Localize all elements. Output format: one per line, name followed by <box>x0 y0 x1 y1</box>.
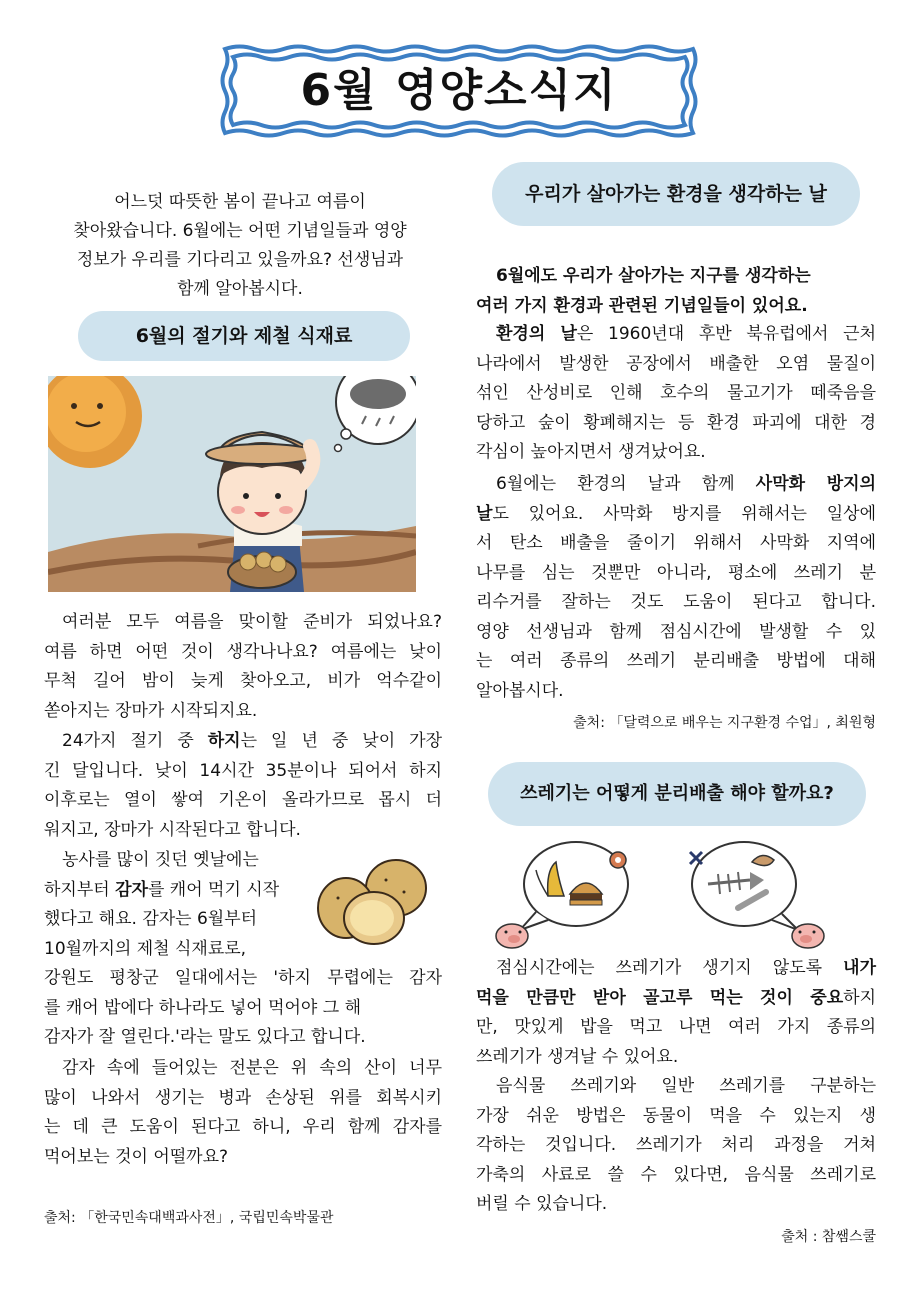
food-waste-paragraph: 음식물 쓰레기와 일반 쓰레기를 구분하는 가장 쉬운 방법은 동물이 먹을 수 있는지 생 각하는 것입니다. 쓰레기가 처리 과정을 거쳐 가축의 사료로 쓸 수 있다면, 음식물 쓰레기로 버릴 수 있습니다. <box>476 1076 876 1214</box>
source-right-2: 출처 : 참쌤스쿨 <box>781 1229 876 1245</box>
environment-lead: 6월에도 우리가 살아가는 지구를 생각하는 여러 가지 환경과 관련된 기념일들이 있어요. <box>476 266 811 316</box>
environment-day-paragraph: 환경의 날은 1960년대 후반 북유럽에서 근처 나라에서 발생한 공장에서 배출한 오염 물질이 섞인 산성비로 인해 호수의 물고기가 떼죽음을 당하고 숲이 황폐해지는 등 환경 파괴에 대한 경 각심이 높아지면서 생겨났어요. <box>476 324 876 462</box>
lunch-paragraph: 점심시간에는 쓰레기가 생기지 않도록 내가 먹을 만큼만 받아 골고루 먹는 것이 중요하지 만, 맛있게 밥을 먹고 나면 여러 가지 종류의 쓰레기가 생겨날 수 있어요. <box>476 958 876 1067</box>
intro-paragraph: 어느덧 따뜻한 봄이 끝나고 여름이 찾아왔습니다. 6월에는 어떤 기념일들과 영양 정보가 우리를 기다리고 있을까요? 선생님과 함께 알아봅시다. <box>73 192 407 299</box>
section-heading-solar-terms: 6월의 절기와 제철 식재료 <box>78 311 410 361</box>
summer-farmer-illustration <box>48 376 416 592</box>
page-title: 6월 영양소식지 <box>300 65 618 116</box>
pig-trash-illustration <box>490 836 830 952</box>
summer-paragraph: 여러분 모두 여름을 맞이할 준비가 되었나요? 여름 하면 어떤 것이 생각나나요? 여름에는 낮이 무척 길어 밤이 늦게 찾아오고, 비가 억수같이 쏟아지는 장마가 시작되지요. <box>44 612 442 721</box>
section-heading-recycling: 쓰레기는 어떻게 분리배출 해야 할까요? <box>488 762 866 826</box>
haji-paragraph: 24가지 절기 중 하지는 일 년 중 낮이 가장 긴 달입니다. 낮이 14시간 35분이나 되어서 하지 이후로는 열이 쌓여 기온이 올라가므로 몹시 더 워지고, 장마가 시작된다고 합니다. <box>44 731 442 840</box>
source-right-1: 출처: 「달력으로 배우는 지구환경 수업」, 최원형 <box>573 715 876 731</box>
pig-icon <box>496 924 528 948</box>
section-heading-environment: 우리가 살아가는 환경을 생각하는 날 <box>492 162 860 226</box>
pig-icon <box>792 924 824 948</box>
potato-icon <box>314 856 430 948</box>
starch-paragraph: 감자 속에 들어있는 전분은 위 속의 산이 너무 많이 나와서 생기는 병과 손상된 위를 회복시키 는 데 큰 도움이 된다고 하니, 우리 함께 감자를 먹어보는 것이 어떨까요? <box>44 1058 442 1167</box>
potato-paragraph: 농사를 많이 짓던 옛날에는 하지부터 감자를 캐어 먹기 시작 했다고 해요. 감자는 6월부터 10월까지의 제철 식재료로, 강원도 평창군 일대에서는 '하지 무렵에는 감자 를 캐어 밥에다 하나라도 넣어 먹어야 그 해 감자가 잘 열린다.'라는 말도 있다고 합니다. <box>44 850 442 1047</box>
source-left: 출처: 「한국민속대백과사전」, 국립민속박물관 <box>44 1210 334 1226</box>
desertification-paragraph: 6월에는 환경의 날과 함께 사막화 방지의 날도 있어요. 사막화 방지를 위해서는 일상에 서 탄소 배출을 줄이기 위해서 사막화 지역에 나무를 심는 것뿐만 아니라, 평소에 쓰레기 분 리수거를 잘하는 것도 도움이 된다고 합니다. 영양 선생님과 함께 점심시간에 발생할 수 있 는 여러 종류의 쓰레기 분리배출 방법에 대해 알아봅시다. <box>476 474 876 701</box>
